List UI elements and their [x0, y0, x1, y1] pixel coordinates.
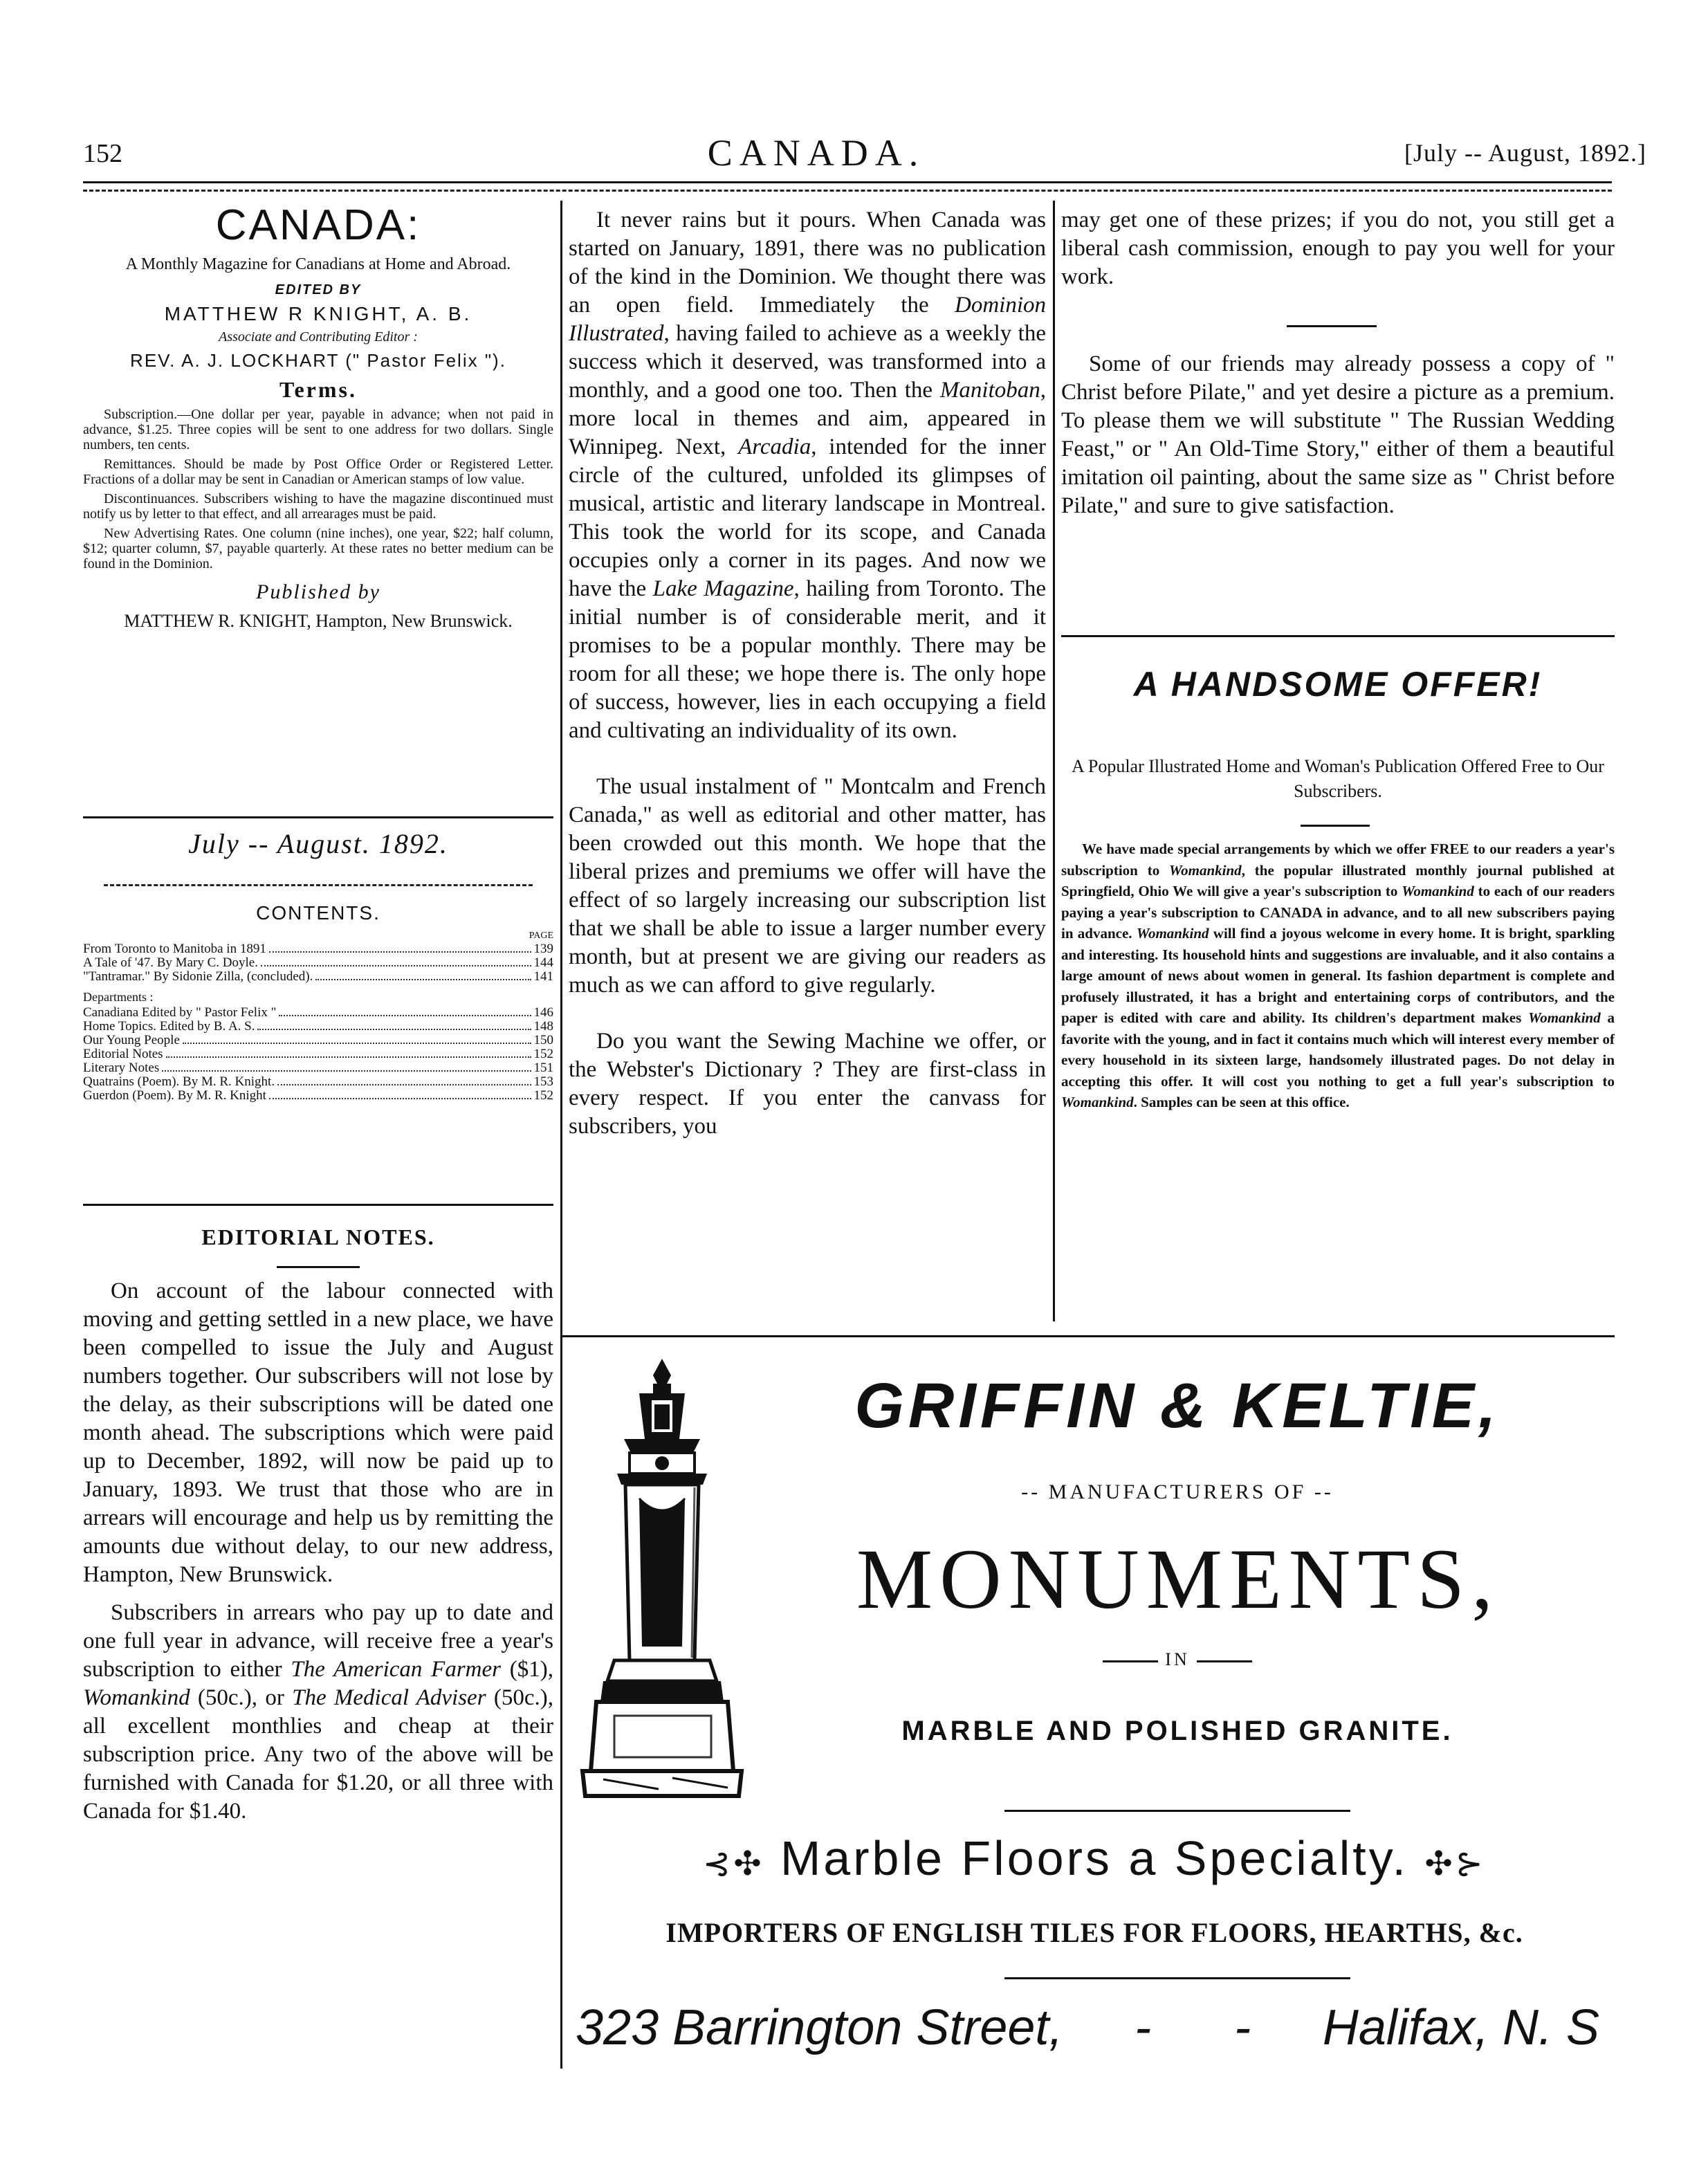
column3-paragraph-2: Some of our friends may already possess a copy of " Christ before Pilate," and yet desire a picture as a premium. To please them we will substitute " The Russian Wedding Feast," or " An Old-Time Story," either of them a beautiful imitation oil painting, about the same size as " Christ before Pilate," and sure to give satisfaction. — [1061, 351, 1615, 518]
column2-paragraph-1: It never rains but it pours. When Canada was started on January, 1891, there was no publication of the kind in the Dominion. We thought there was an open field. Immediately the Dominion Illustrated, having failed to achieve as a weekly the success which it deserved, was transformed into a monthly, and a good one too. Then the Manitoban, more local in themes and aim, appeared in Winnipeg. Next, Arcadia, intended for the inner circle of the cultured, unfolded its glimpses of musical, artistic and literary landscape in Montreal. This took the world for its scope, and Canada occupies only a corner in its pages. And now we have the Lake Magazine, hailing from Toronto. The initial number is of considerable merit, and it promises to be a popular monthly. There may be room for all these; we hope there is. The only hope of success, however, lies in each occupying a field and cultivating an individuality of its own. — [569, 208, 1046, 743]
in-line: IN — [769, 1649, 1586, 1670]
issue-rule — [104, 884, 533, 886]
toc-row[interactable]: "Tantramar." By Sidonie Zilla, (concluded). 141 — [83, 969, 553, 984]
column-3 — [1061, 206, 1615, 291]
monument-illustration — [576, 1356, 749, 1799]
toc-row[interactable]: Literary Notes 151 — [83, 1061, 553, 1075]
specialty-line: ⊰✣ Marble Floors a Specialty. ✣⊱ — [703, 1831, 1486, 1885]
column2-paragraph-2: The usual instalment of " Montcalm and French Canada," as well as editorial and other matter, has been crowded out this month. We hope that the liberal prizes and premiums we offer will have the effect of so largely increasing our subscription list that we shall be able to issue a larger number every month, but at present we are giving our readers as much as we can afford to give regularly. — [569, 774, 1046, 998]
terms-advertising: New Advertising Rates. One column (nine inches), one year, $22; half column, $12; quarter column, $7, payable quarterly. At these rates no better medium can be found in the Dominion. — [83, 526, 553, 571]
toc-row[interactable]: From Toronto to Manitoba in 1891 139 — [83, 942, 553, 956]
edited-by-label: EDITED BY — [275, 282, 362, 297]
departments-label: Departments : — [83, 990, 154, 1004]
offer-paragraph: We have made special arrangements by which we offer FREE to our readers a year's subscription to Womankind, the popular illustrated monthly journal published at Springfield, Ohio We will give a year's subscription to Womankind to each of our readers paying a year's subscription to CANADA in advance, and to all new subscribers paying in advance. Womankind will find a joyous welcome in every home. It is bright, sparkling and interesting. Its household hints and suggestions are invaluable, and it also contains a large amount of news about women in general. Its fashion department is complete and profusely illustrated, it has a bright and entertaining corps of contributors, and the paper is edited with care and ability. Its children's department makes Womankind a favorite with the young, and in fact it contains much which will interest every member of every household in its sixteen large, handsomely illustrated pages. Do not delay in accepting this offer. It will cost you nothing to get a full year's subscription to Womankind. Samples can be seen at this office. — [1061, 841, 1615, 1110]
contents-block — [83, 899, 553, 1103]
magazine-name: CANADA: — [215, 201, 421, 249]
street-address: 323 Barrington Street, — [576, 2000, 1063, 2055]
contents-heading: CONTENTS. — [256, 902, 380, 924]
editorial-paragraph-2: Subscribers in arrears who pay up to date and one full year in advance, will receive free a year's subscription to either The American Farmer ($1), Womankind (50c.), or The Medical Adviser (50c.), all excellent monthlies and cheap at their subscription price. Any two of the above will be furnished with Canada for $1.20, or all three with Canada for $1.40. — [83, 1600, 553, 1824]
running-title: CANADA. — [707, 132, 926, 174]
ad-rule-2 — [1004, 1977, 1350, 1979]
column-3-lower — [1061, 350, 1615, 520]
toc-row[interactable]: Quatrains (Poem). By M. R. Knight. 153 — [83, 1074, 553, 1089]
terms-heading: Terms. — [279, 377, 357, 402]
firm-name: GRIFFIN & KELTIE, — [854, 1370, 1500, 1441]
materials-line: MARBLE AND POLISHED GRANITE. — [901, 1716, 1453, 1746]
offer-heading: A HANDSOME OFFER! — [1133, 665, 1543, 704]
ornament-left-icon: ⊰✣ — [703, 1846, 764, 1882]
offer-top-rule — [1061, 635, 1615, 637]
address-line — [576, 1999, 1599, 2056]
column-divider-2 — [1053, 201, 1055, 1321]
contents-page-label: PAGE — [529, 930, 553, 941]
contents-rule — [83, 1204, 553, 1206]
offer-subheading: A Popular Illustrated Home and Woman's Publication Offered Free to Our Subscribers. — [1072, 756, 1604, 801]
publisher-line: MATTHEW R. KNIGHT, Hampton, New Brunswick. — [124, 611, 513, 631]
importers-line: IMPORTERS OF ENGLISH TILES FOR FLOORS, HEARTHS, &c. — [665, 1917, 1523, 1948]
masthead — [83, 201, 553, 635]
manufacturers-line: -- MANUFACTURERS OF -- — [1021, 1480, 1334, 1503]
contents-articles — [83, 942, 553, 984]
toc-row[interactable]: Guerdon (Poem). By M. R. Knight 152 — [83, 1088, 553, 1103]
ad-rule-1 — [1004, 1810, 1350, 1812]
address-separator: - - — [1135, 2000, 1251, 2055]
editorial-heading: EDITORIAL NOTES. — [201, 1225, 435, 1249]
issue-date: July -- August. 1892. — [188, 828, 448, 859]
running-date: [July -- August, 1892.] — [1404, 139, 1646, 167]
column3-short-rule — [1287, 325, 1377, 327]
column-2 — [569, 206, 1046, 1141]
offer-short-rule — [1301, 825, 1370, 827]
terms-list — [83, 407, 553, 571]
offer-body — [1061, 838, 1615, 1113]
associate-editor-name: REV. A. J. LOCKHART (" Pastor Felix "). — [130, 350, 506, 371]
column2-paragraph-3: Do you want the Sewing Machine we offer, or the Webster's Dictionary ? They are first-class in every respect. If you enter the canvass for subscribers, you — [569, 1029, 1046, 1139]
contents-departments — [83, 1006, 553, 1103]
magazine-subtitle: A Monthly Magazine for Canadians at Home and Abroad. — [125, 255, 511, 273]
terms-subscription: Subscription.—One dollar per year, payable in advance; when not paid in advance, $1.25. Three copies will be sent to one address for two dollars. Single numbers, ten cents. — [83, 407, 553, 452]
toc-row[interactable]: Canadiana Edited by " Pastor Felix " 146 — [83, 1005, 553, 1020]
editorial-paragraph-1: On account of the labour connected with moving and getting settled in a new place, we have been compelled to issue the July and August numbers together. Our subscribers will not lose by the delay, as their subscriptions will be dated one month ahead. The subscriptions which were paid up to December, 1892, will now be paid up to January, 1893. We trust that those who are in arrears will encourage and help us by remitting the amounts due without delay, to our new address, Hampton, New Brunswick. — [83, 1278, 553, 1587]
city-address: Halifax, N. S — [1322, 2000, 1599, 2055]
associate-editor-label: Associate and Contributing Editor : — [219, 329, 418, 345]
toc-row[interactable]: Home Topics. Edited by B. A. S. 148 — [83, 1019, 553, 1034]
header-dashed-rule — [83, 190, 1612, 192]
published-by-label: Published by — [256, 580, 380, 603]
griffin-ad — [562, 1342, 1615, 2069]
masthead-rule — [83, 816, 553, 818]
terms-remittances: Remittances. Should be made by Post Office Order or Registered Letter. Fractions of a dollar may be sent in Canadian or American stamps of low value. — [83, 457, 553, 487]
column3-paragraph-1: may get one of these prizes; if you do not, you still get a liberal cash commission, enough to pay you well for your work. — [1061, 208, 1615, 289]
ornament-right-icon: ✣⊱ — [1424, 1846, 1486, 1882]
product-line: MONUMENTS, — [856, 1532, 1500, 1626]
editor-name: MATTHEW R KNIGHT, A. B. — [164, 303, 472, 324]
terms-discontinuances: Discontinuances. Subscribers wishing to have the magazine discontinued must notify us by letter to that effect, and all arrearages must be paid. — [83, 491, 553, 522]
toc-row[interactable]: A Tale of '47. By Mary C. Doyle. 144 — [83, 955, 553, 970]
editorial-short-rule — [277, 1266, 360, 1268]
editorial-body — [83, 1277, 553, 1826]
page-number: 152 — [83, 139, 122, 168]
toc-row[interactable]: Our Young People 150 — [83, 1033, 553, 1047]
toc-row[interactable]: Editorial Notes 152 — [83, 1047, 553, 1061]
griffin-top-rule — [562, 1335, 1615, 1337]
header-rule — [83, 181, 1612, 183]
